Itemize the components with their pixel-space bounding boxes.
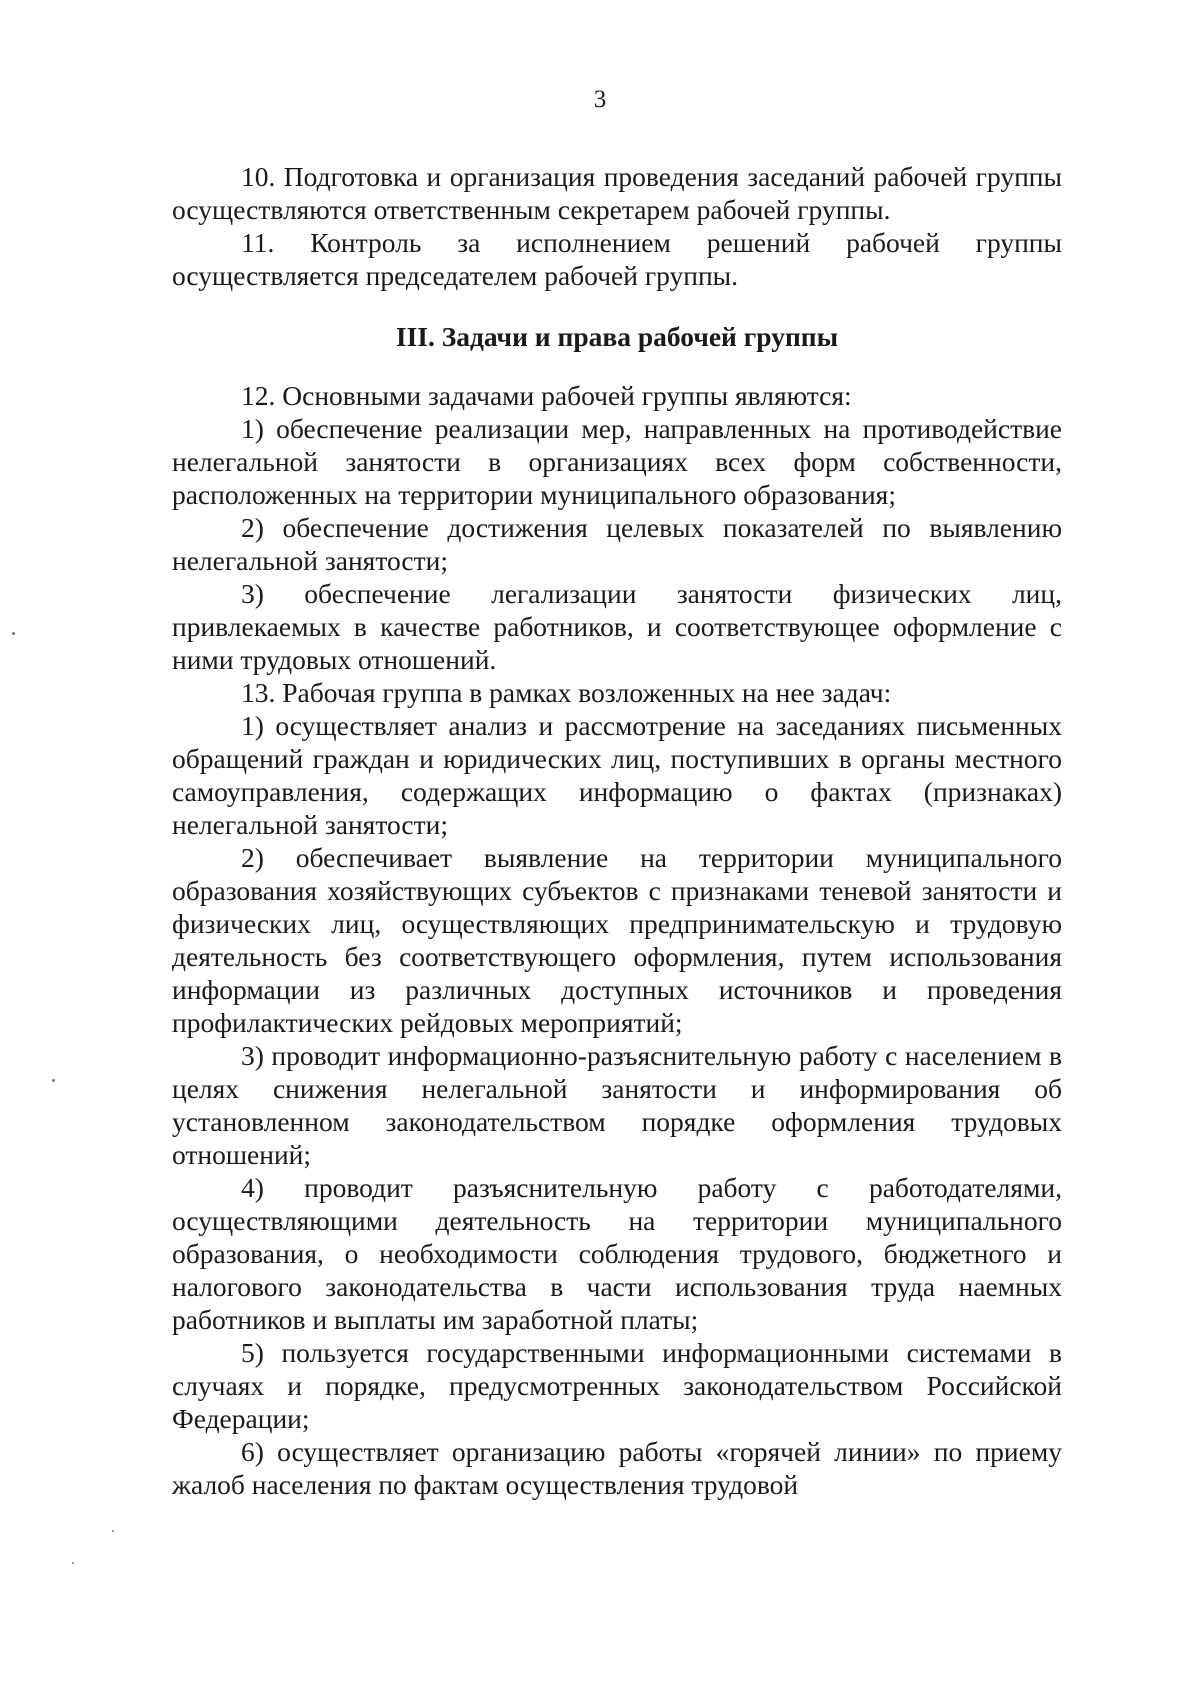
- paragraph-13-item-3: 3) проводит информационно-разъяснительную работу с населением в целях снижения нелегальной занятости и информирования об установленном законодательством порядке оформления трудовых отношений;: [172, 1040, 1062, 1170]
- scan-speck: [72, 1562, 74, 1564]
- paragraph-13-item-2: 2) обеспечивает выявление на территории муниципального образования хозяйствующих субъектов с признаками теневой занятости и физических лиц, осуществляющих предпринимательскую и трудовую деятельность без соответствующего оформления, путем использования информации из различных доступных источников и проведения профилактических рейдовых мероприятий;: [172, 842, 1062, 1038]
- section-title: III. Задачи и права рабочей группы: [395, 321, 839, 352]
- paragraph-13-item-6: 6) осуществляет организацию работы «горячей линии» по приему жалоб населения по фактам осуществления трудовой: [172, 1436, 1062, 1500]
- scan-speck: [12, 632, 15, 635]
- paragraph-13-item-4: 4) проводит разъяснительную работу с работодателями, осуществляющими деятельность на территории муниципального образования, о необходимости соблюдения трудового, бюджетного и налогового законодательства в части использования труда наемных работников и выплаты им заработной платы;: [172, 1172, 1062, 1335]
- paragraph-12-item-1: 1) обеспечение реализации мер, направленных на противодействие нелегальной занятости в организациях всех форм собственности, расположенных на территории муниципального образования;: [172, 413, 1062, 510]
- paragraph-13-item-5: 5) пользуется государственными информационными системами в случаях и порядке, предусмотренных законодательством Российской Федерации;: [172, 1337, 1062, 1434]
- paragraph-13-item-1: 1) осуществляет анализ и рассмотрение на заседаниях письменных обращений граждан и юридических лиц, поступивших в органы местного самоуправления, содержащих информацию о фактах (признаках) нелегальной занятости;: [172, 710, 1062, 840]
- paragraph-13: 13. Рабочая группа в рамках возложенных на нее задач:: [241, 677, 892, 708]
- paragraph-10: 10. Подготовка и организация проведения заседаний рабочей группы осуществляются ответственным секретарем рабочей группы.: [172, 161, 1062, 225]
- paragraph-12: 12. Основными задачами рабочей группы являются:: [241, 380, 852, 411]
- paragraph-12-item-2: 2) обеспечение достижения целевых показателей по выявлению нелегальной занятости;: [172, 512, 1062, 576]
- paragraph-11: 11. Контроль за исполнением решений рабочей группы осуществляется председателем рабочей группы.: [172, 227, 1062, 291]
- page-number: 3: [593, 86, 607, 113]
- paragraph-12-item-3: 3) обеспечение легализации занятости физических лиц, привлекаемых в качестве работников, и соответствующее оформление с ними трудовых отношений.: [172, 578, 1062, 675]
- document-body: [172, 160, 1062, 1501]
- scan-speck: [112, 1530, 114, 1532]
- scan-speck: [52, 1079, 55, 1082]
